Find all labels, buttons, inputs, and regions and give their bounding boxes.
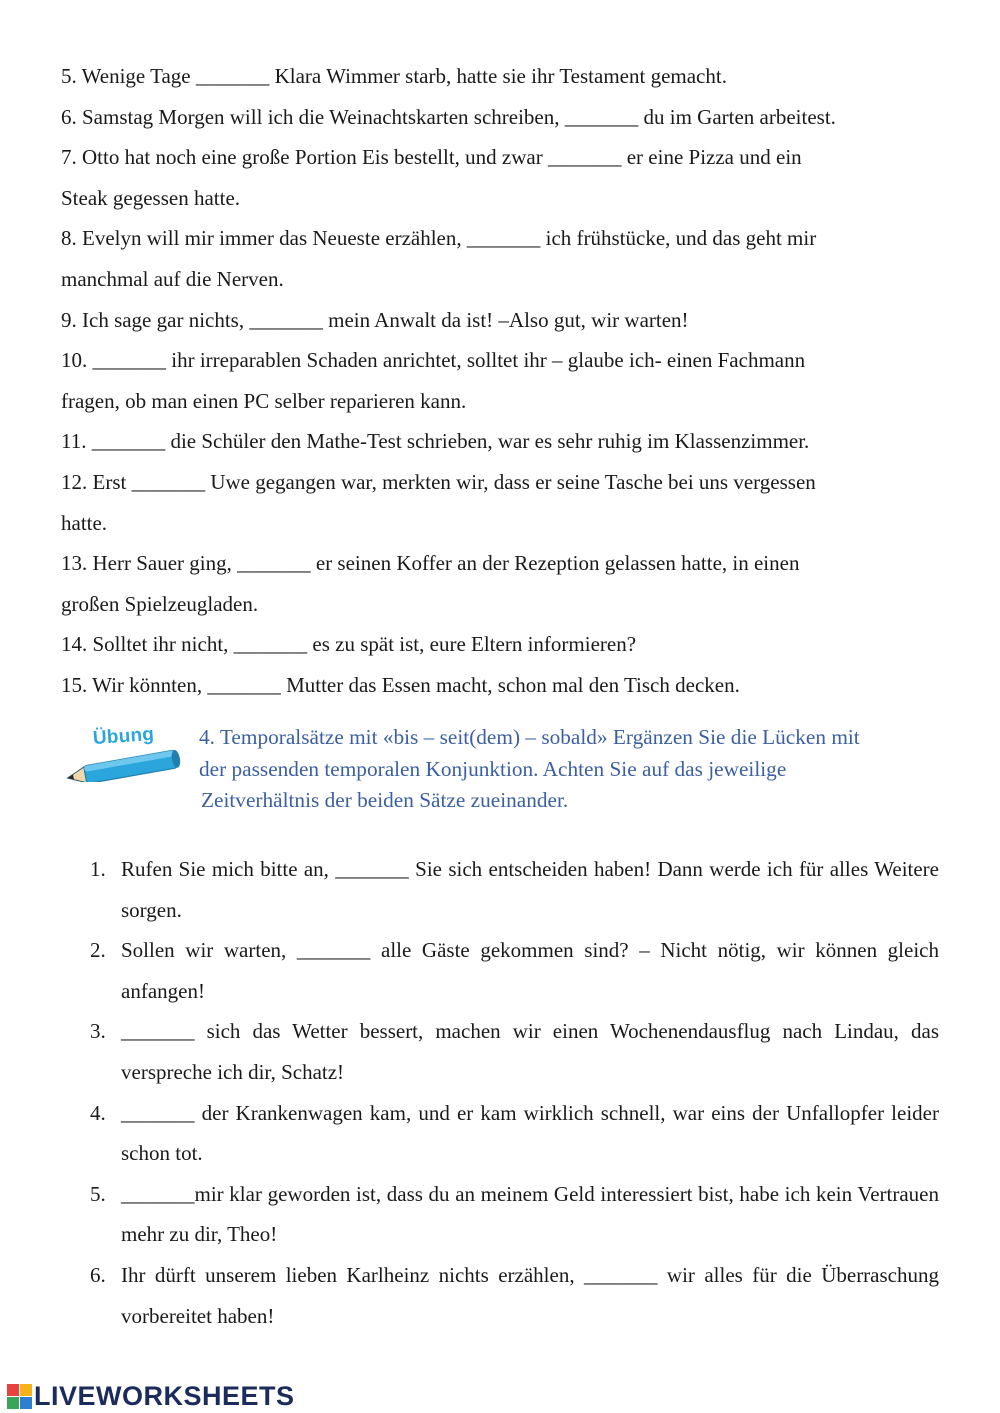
item-text: _______mir klar geworden ist, dass du an meinem Geld interessiert bist, habe ich kein Vertrauen mehr zu dir, Theo! — [121, 1181, 939, 1247]
item-number: 1. — [90, 857, 106, 881]
exercise-line: 11. _______ die Schüler den Mathe-Test schrieben, war es sehr ruhig im Klassenzimmer. — [61, 429, 810, 454]
item-number: 6. — [90, 1262, 106, 1287]
instruction-line: der passenden temporalen Konjunktion. Achten Sie auf das jeweilige — [199, 756, 787, 781]
exercise-line: großen Spielzeugladen. — [61, 591, 259, 616]
list-item — [90, 930, 939, 1011]
instruction-line: Zeitverhältnis der beiden Sätze zueinander. — [201, 788, 569, 812]
instruction-line: 4. Temporalsätze mit «bis – seit(dem) – sobald» Ergänzen Sie die Lücken mit — [199, 725, 860, 749]
exercise-line: hatte. — [61, 510, 108, 535]
item-text: _______ sich das Wetter bessert, machen wir einen Wochenendausflug nach Lindau, das verspreche ich dir, Schatz! — [121, 1019, 939, 1084]
item-number: 2. — [90, 938, 106, 963]
footer-brand[interactable] — [6, 1381, 295, 1411]
exercise-line: 15. Wir könnten, _______ Mutter das Essen macht, schon mal den Tisch decken. — [61, 672, 740, 697]
footer-brand-text: LIVEWORKSHEETS — [34, 1380, 295, 1411]
exercise-line: 6. Samstag Morgen will ich die Weinachtskarten schreiben, _______ du im Garten arbeitest. — [61, 104, 836, 129]
exercise-line: 10. _______ ihr irreparablen Schaden anrichtet, solltet ihr – glaube ich- einen Fachmann — [61, 348, 806, 373]
item-number: 4. — [90, 1100, 106, 1125]
exercise-line: fragen, ob man einen PC selber reparieren kann. — [61, 388, 467, 413]
liveworksheets-logo-icon — [6, 1383, 33, 1410]
exercise-4-list — [90, 849, 939, 1336]
list-item — [90, 1011, 939, 1092]
exercise-line: 5. Wenige Tage _______ Klara Wimmer starb, hatte sie ihr Testament gemacht. — [61, 64, 727, 88]
list-item — [90, 1255, 939, 1336]
exercise-line: Steak gegessen hatte. — [61, 185, 241, 210]
list-item — [90, 1093, 939, 1174]
list-item — [90, 1174, 939, 1255]
uebung-label: Übung — [92, 723, 155, 750]
exercise-line: 13. Herr Sauer ging, _______ er seinen Koffer an der Rezeption gelassen hatte, in einen — [61, 551, 800, 576]
exercise-line: 7. Otto hat noch eine große Portion Eis bestellt, und zwar _______ er eine Pizza und ein — [61, 145, 802, 170]
item-text: Sollen wir warten, _______ alle Gäste gekommen sind? – Nicht nötig, wir können gleich anfangen! — [121, 938, 939, 1003]
exercise-line: 14. Solltet ihr nicht, _______ es zu spät ist, eure Eltern informieren? — [61, 632, 637, 657]
uebung-badge — [60, 720, 190, 784]
item-text: Ihr dürft unserem lieben Karlheinz nichts erzählen, _______ wir alles für die Überraschung vorbereitet haben! — [121, 1262, 939, 1328]
exercise-line: 9. Ich sage gar nichts, _______ mein Anwalt da ist! –Also gut, wir warten! — [61, 307, 689, 332]
list-item — [90, 849, 939, 930]
item-text: _______ der Krankenwagen kam, und er kam wirklich schnell, war eins der Unfallopfer leider schon tot. — [121, 1100, 939, 1166]
exercise-3-list — [61, 56, 941, 706]
item-number: 5. — [90, 1181, 106, 1206]
exercise-4-instructions — [199, 722, 959, 817]
item-number: 3. — [90, 1019, 106, 1044]
item-text: Rufen Sie mich bitte an, _______ Sie sich entscheiden haben! Dann werde ich für alles Weitere sorgen. — [121, 857, 939, 922]
exercise-line: 12. Erst _______ Uwe gegangen war, merkten wir, dass er seine Tasche bei uns vergessen — [61, 469, 816, 494]
exercise-line: manchmal auf die Nerven. — [61, 266, 284, 291]
pencil-icon — [60, 746, 188, 782]
exercise-line: 8. Evelyn will mir immer das Neueste erzählen, _______ ich frühstücke, und das geht mir — [61, 226, 817, 251]
